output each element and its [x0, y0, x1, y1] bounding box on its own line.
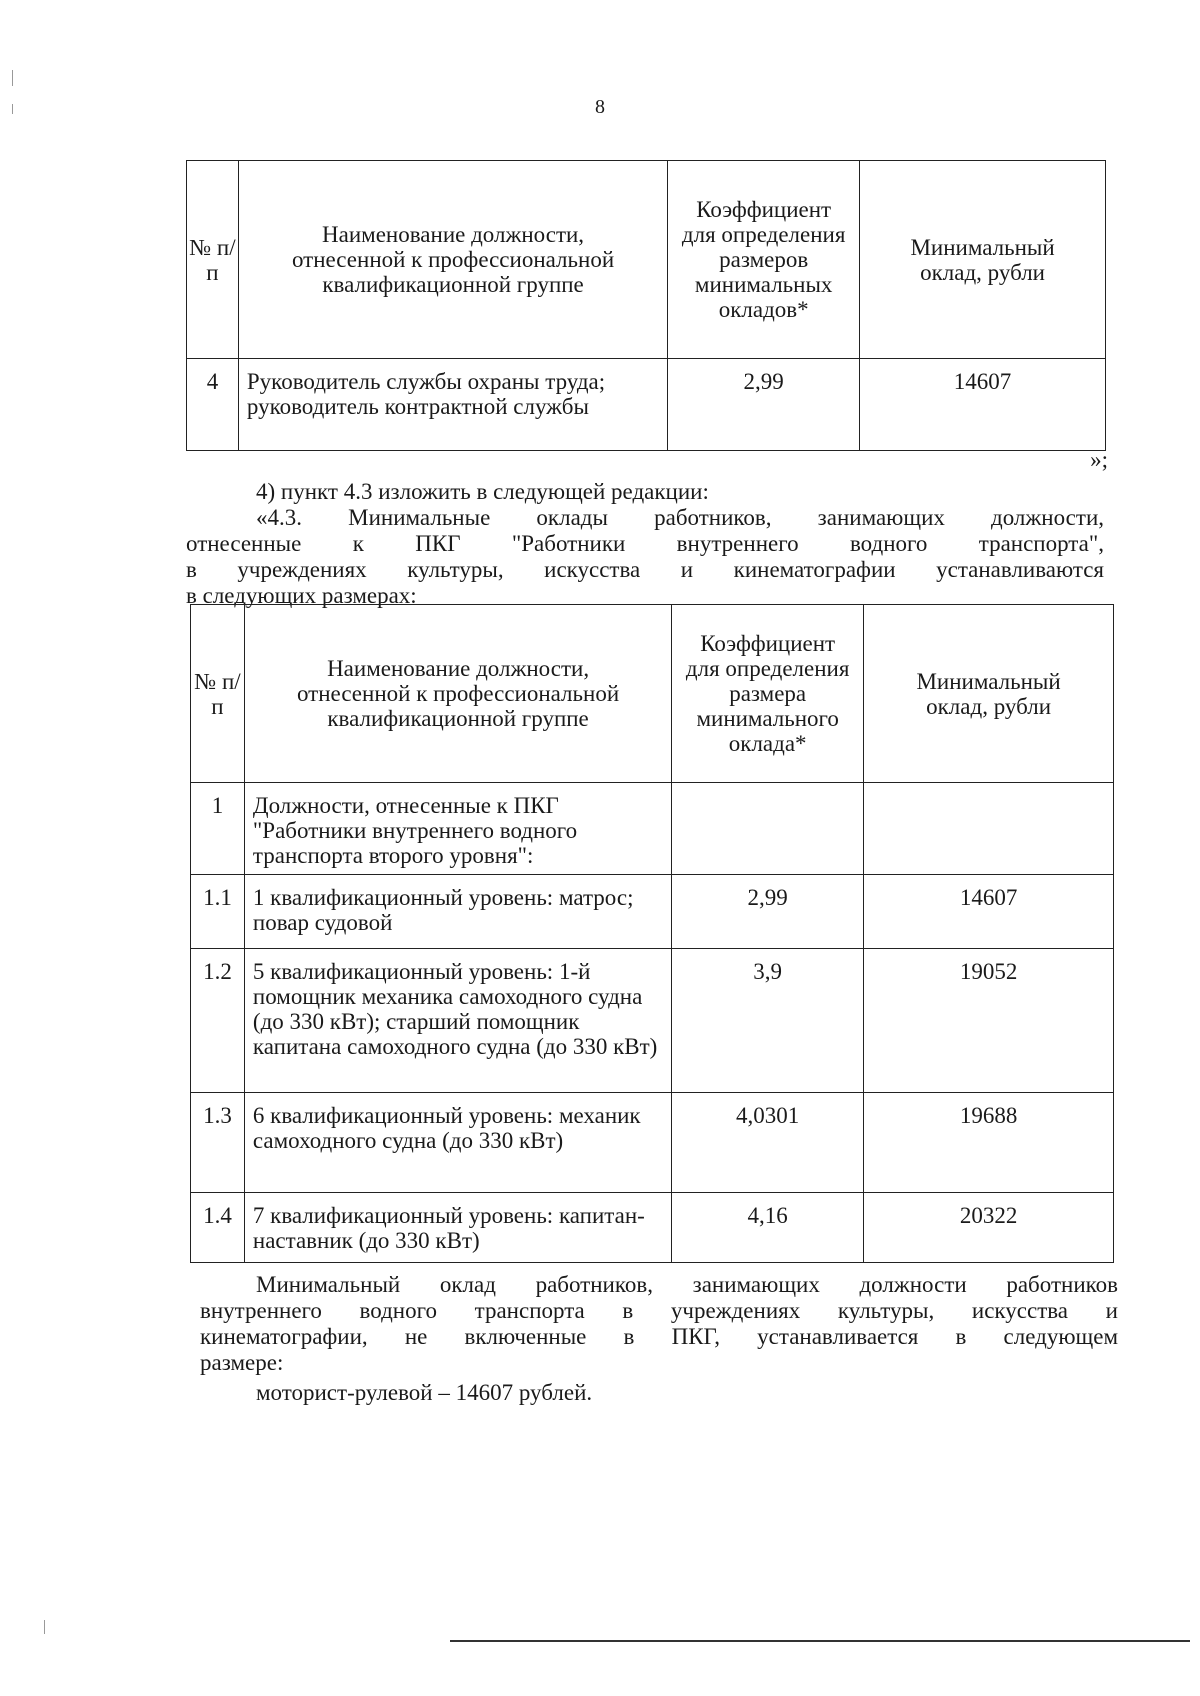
row-num: 1.3 — [191, 1093, 245, 1193]
table-row — [187, 359, 1106, 451]
row-salary: 20322 — [864, 1193, 1114, 1263]
header-coef: Коэффициент для определения размеров минимальных окладов* — [668, 161, 860, 359]
page-number: 8 — [595, 96, 605, 118]
row-num: 1.2 — [191, 949, 245, 1093]
footer-line: внутреннего водного транспорта в учреждениях культуры, искусства и — [200, 1298, 1118, 1323]
row-coef: 3,9 — [672, 949, 864, 1093]
table-row — [191, 1193, 1114, 1263]
row-name: 6 квалификационный уровень: механик самоходного судна (до 330 кВт) — [244, 1093, 671, 1193]
row-coef: 4,16 — [672, 1193, 864, 1263]
footer-line: моторист-рулевой – 14607 рублей. — [256, 1380, 593, 1405]
footer-line: Минимальный оклад работников, занимающих должности работников — [256, 1272, 1118, 1297]
row-num: 1.1 — [191, 875, 245, 949]
scan-mark — [12, 104, 13, 114]
row-coef: 4,0301 — [672, 1093, 864, 1193]
row-name: 7 квалификационный уровень: капитан-наставник (до 330 кВт) — [244, 1193, 671, 1263]
header-salary: Минимальный оклад, рубли — [860, 161, 1106, 359]
paragraph-line: «4.3. Минимальные оклады работников, занимающих должности, — [256, 505, 1104, 530]
header-name: Наименование должности, отнесенной к профессиональной квалификационной группе — [244, 605, 671, 783]
header-name: Наименование должности, отнесенной к профессиональной квалификационной группе — [238, 161, 667, 359]
row-num: 1.4 — [191, 1193, 245, 1263]
footer-line: кинематографии, не включенные в ПКГ, устанавливается в следующем — [200, 1324, 1118, 1349]
row-name: 1 квалификационный уровень: матрос; повар судовой — [244, 875, 671, 949]
table-header-row — [187, 161, 1106, 359]
salary-table-2 — [190, 604, 1114, 1263]
row-salary — [864, 783, 1114, 875]
closing-quote: »; — [1090, 447, 1108, 472]
paragraph-line: в учреждениях культуры, искусства и кинематографии устанавливаются — [186, 557, 1104, 582]
row-name: 5 квалификационный уровень: 1-й помощник механика самоходного судна (до 330 кВт); старший помощник капитана самоходного судна (до 330 кВт) — [244, 949, 671, 1093]
row-coef: 2,99 — [672, 875, 864, 949]
row-name: Должности, отнесенные к ПКГ "Работники внутреннего водного транспорта второго уровня": — [244, 783, 671, 875]
header-coef: Коэффициент для определения размера минимального оклада* — [672, 605, 864, 783]
table-header-row — [191, 605, 1114, 783]
scan-mark — [12, 70, 13, 86]
paragraph-line: отнесенные к ПКГ "Работники внутреннего водного транспорта", — [186, 531, 1104, 556]
paragraph-line: в следующих размерах: — [186, 583, 417, 608]
scan-mark — [44, 1620, 45, 1634]
header-num: № п/п — [187, 161, 239, 359]
row-salary: 14607 — [860, 359, 1106, 451]
table-row — [191, 783, 1114, 875]
table-row — [191, 875, 1114, 949]
header-num: № п/п — [191, 605, 245, 783]
table-row — [191, 949, 1114, 1093]
row-coef — [672, 783, 864, 875]
row-num: 4 — [187, 359, 239, 451]
table-row — [191, 1093, 1114, 1193]
salary-table-1 — [186, 160, 1106, 451]
row-salary: 19688 — [864, 1093, 1114, 1193]
header-salary: Минимальный оклад, рубли — [864, 605, 1114, 783]
row-num: 1 — [191, 783, 245, 875]
row-name: Руководитель службы охраны труда; руководитель контрактной службы — [238, 359, 667, 451]
footer-line: размере: — [200, 1350, 284, 1375]
row-salary: 14607 — [864, 875, 1114, 949]
scan-edge-line — [450, 1640, 1190, 1642]
row-coef: 2,99 — [668, 359, 860, 451]
row-salary: 19052 — [864, 949, 1114, 1093]
paragraph-line: 4) пункт 4.3 изложить в следующей редакции: — [256, 479, 709, 504]
